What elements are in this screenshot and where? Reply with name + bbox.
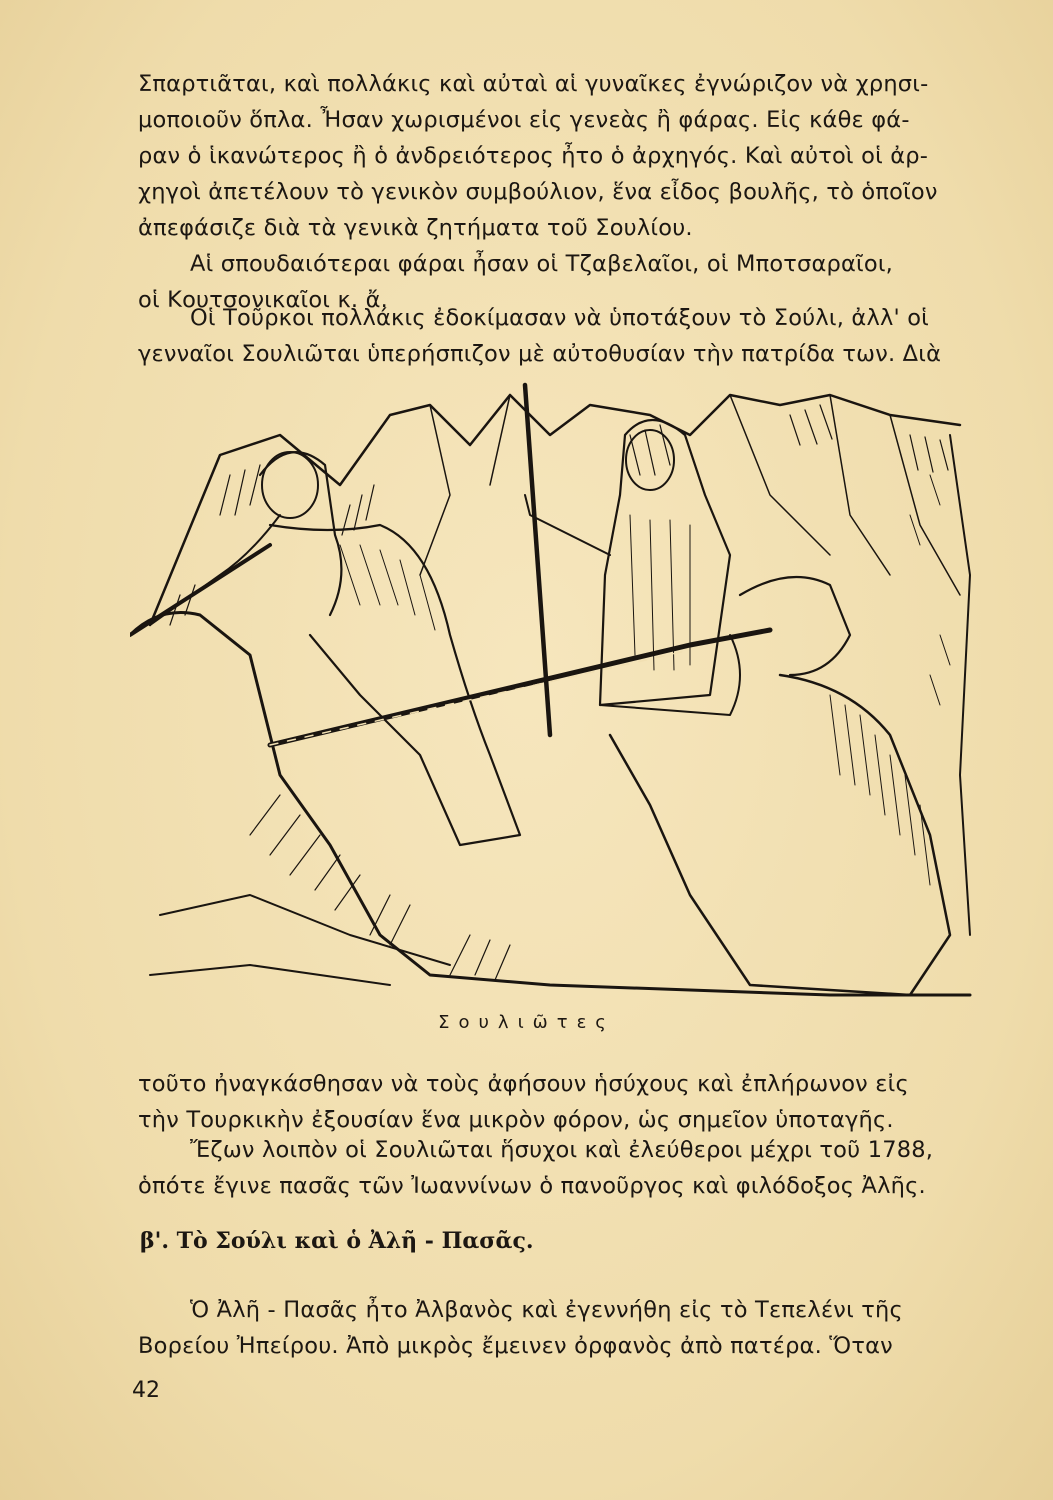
text-line: γενναῖοι Σουλιῶται ὑπερήσπιζον μὲ αὐτοθυσίαν τὴν πατρίδα των. Διὰ xyxy=(138,341,942,367)
text-line: μοποιοῦν ὅπλα. Ἦσαν χωρισμένοι εἰς γενεὰς ἢ φάρας. Εἰς κάθε φά- xyxy=(138,107,910,133)
text-line: Αἱ σπουδαιότεραι φάραι ἦσαν οἱ Τζαβελαῖοι, οἱ Μποτσαραῖοι, xyxy=(190,251,894,277)
paragraph-souliote-society xyxy=(138,66,978,246)
text-line: τὴν Τουρκικὴν ἐξουσίαν ἕνα μικρὸν φόρον, ὡς σημεῖον ὑποταγῆς. xyxy=(138,1107,894,1133)
paragraph-turks xyxy=(138,300,978,372)
text-line: ἀπεφάσιζε διὰ τὰ γενικὰ ζητήματα τοῦ Σουλίου. xyxy=(138,215,693,241)
paragraph-ali-pasha-origin xyxy=(138,1292,978,1364)
text-line: τοῦτο ἠναγκάσθησαν νὰ τοὺς ἀφήσουν ἡσύχους καὶ ἐπλήρωνον εἰς xyxy=(138,1071,909,1097)
illustration-caption: Σουλιῶτες xyxy=(438,1012,615,1033)
paragraph-tribute xyxy=(138,1066,978,1138)
page-number: 42 xyxy=(132,1378,160,1403)
text-line: ραν ὁ ἱκανώτερος ἢ ὁ ἀνδρειότερος ἦτο ὁ ἀρχηγός. Καὶ αὐτοὶ οἱ ἀρ- xyxy=(138,143,929,169)
text-line: Οἱ Τοῦρκοι πολλάκις ἐδοκίμασαν νὰ ὑποτάξουν τὸ Σούλι, ἀλλ' οἱ xyxy=(190,305,930,331)
text-line: χηγοὶ ἀπετέλουν τὸ γενικὸν συμβούλιον, ἕνα εἶδος βουλῆς, τὸ ὁποῖον xyxy=(138,179,938,205)
paragraph-ali-pasha-rise xyxy=(138,1132,978,1204)
souliotes-illustration xyxy=(130,375,980,1005)
text-line: οἱ Κουτσονικαῖοι κ. ἄ. xyxy=(138,287,389,313)
section-heading: β'. Τὸ Σούλι καὶ ὁ Ἀλῆ - Πασᾶς. xyxy=(140,1228,534,1254)
text-line: Βορείου Ἠπείρου. Ἀπὸ μικρὸς ἔμεινεν ὀρφανὸς ἀπὸ πατέρα. Ὅταν xyxy=(138,1333,893,1359)
text-line: Σπαρτιᾶται, καὶ πολλάκις καὶ αὐταὶ αἱ γυναῖκες ἐγνώριζον νὰ χρησι- xyxy=(138,71,929,97)
text-line: Ἔζων λοιπὸν οἱ Σουλιῶται ἥσυχοι καὶ ἐλεύθεροι μέχρι τοῦ 1788, xyxy=(190,1137,934,1163)
text-line: ὁπότε ἔγινε πασᾶς τῶν Ἰωαννίνων ὁ πανοῦργος καὶ φιλόδοξος Ἀλῆς. xyxy=(138,1173,926,1199)
text-line: Ὁ Ἀλῆ - Πασᾶς ἦτο Ἀλβανὸς καὶ ἐγεννήθη εἰς τὸ Τεπελένι τῆς xyxy=(190,1297,903,1323)
